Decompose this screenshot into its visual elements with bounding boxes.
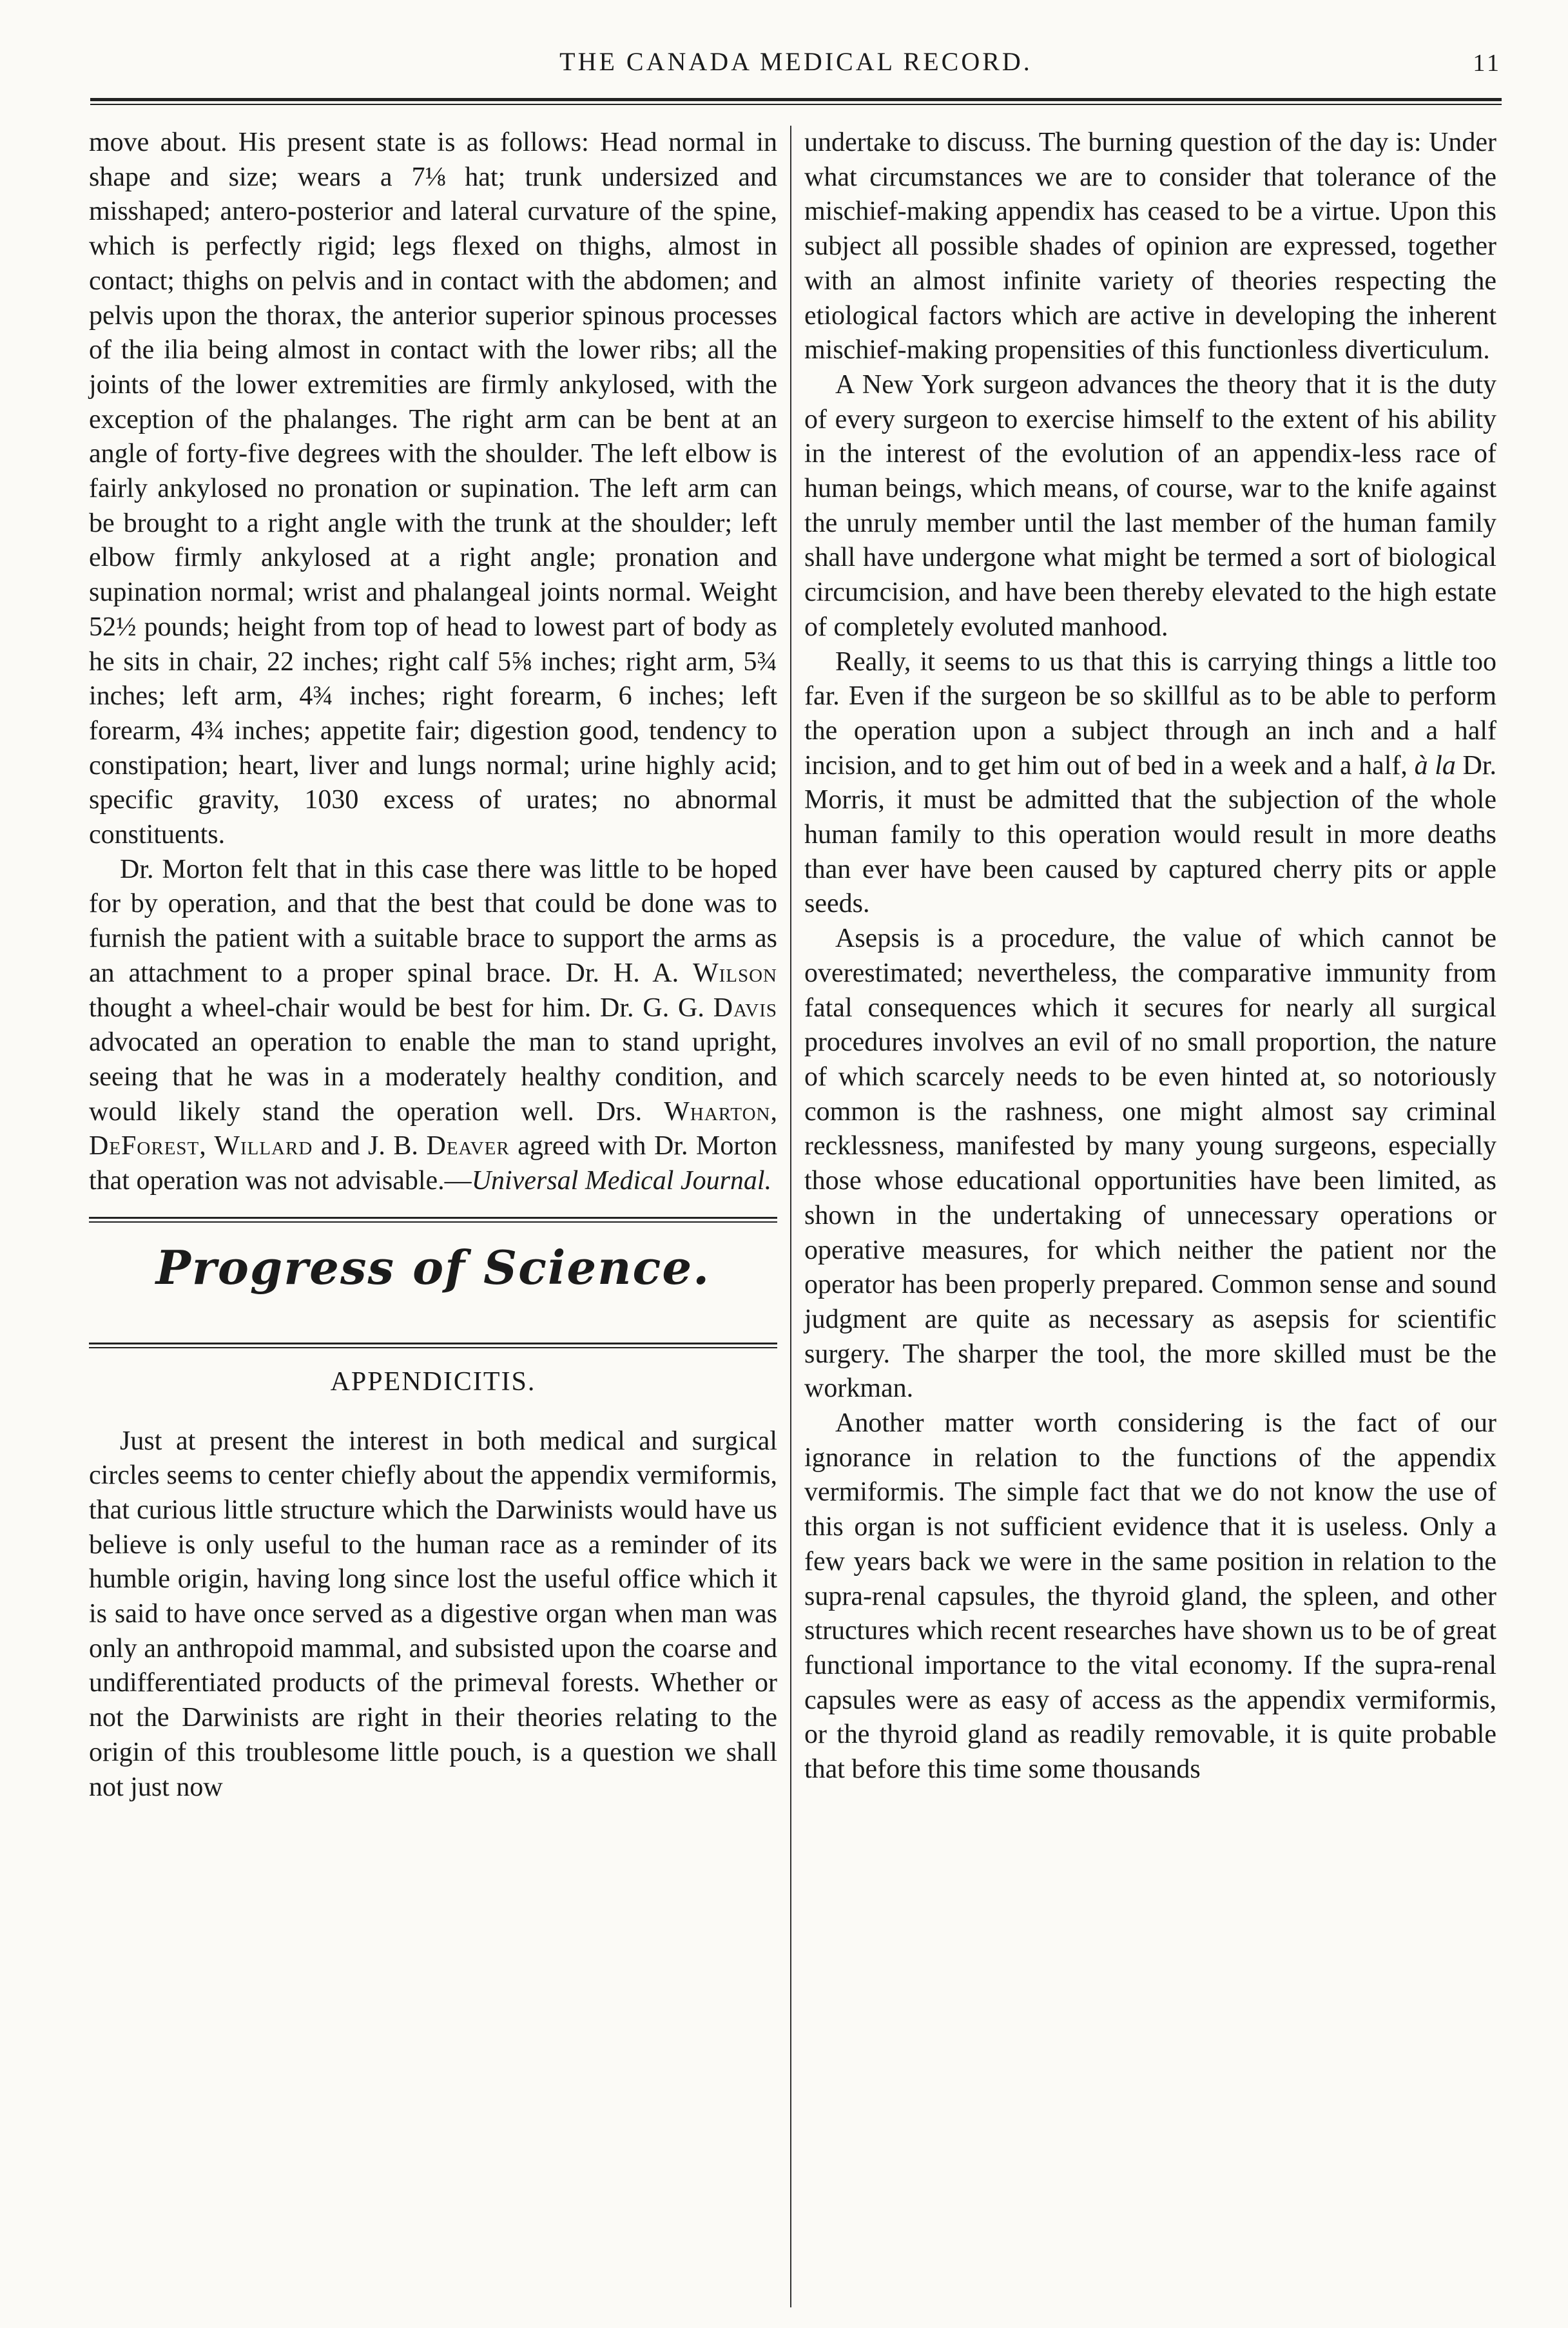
page-number: 11 [1473,50,1502,77]
case-description-paragraph: move about. His present state is as follows: Head normal in shape and size; wears a 7⅛ hat; trunk undersized and misshaped; antero-posterior and lateral curvature of the spine, which is perfectly rigid; legs flexed on thighs, almost in contact; thighs on pelvis and in contact with the abdomen; and pelvis upon the thorax, the anterior superior spinous processes of the ilia being almost in contact with the lower ribs; all the joints of the lower extremities are firmly ankylosed, with the exception of the phalanges. The right arm can be bent at an angle of forty-five degrees with the shoulder. The left elbow is fairly ankylosed no pronation or supination. The left arm can be brought to a right angle with the trunk at the shoulder; left elbow firmly ankylosed at a right angle; pronation and supination normal; wrist and phalangeal joints normal. Weight 52½ pounds; height from top of head to lowest part of body as he sits in chair, 22 inches; right calf 5⅝ inches; right arm, 5¾ inches; left arm, 4¾ inches; right forearm, 6 inches; left forearm, 4¾ inches; appetite fair; digestion good, tendency to constipation; heart, liver and lungs normal; urine highly acid; specific gravity, 1030 excess of urates; no abnormal constituents. [89,128,777,850]
paragraph-too-far: Really, it seems to us that this is carrying things a little too far. Even if the surgeon be so skillful as to be able to perform the operation upon a subject through an inch and a half incision, and to get him out of bed in a week and a half, à la Dr. Morris, it must be admitted that the subjection of the whole human family to this operation would result in more deaths than ever have been caused by captured cherry pits or apple seeds. [804,646,1497,919]
name-deaver: Deaver [426,1131,510,1161]
name-deforest: DeForest [89,1131,200,1161]
column-divider [790,126,791,2307]
appendix-intro-paragraph: Just at present the interest in both medical and surgical circles seems to center chiefly about the appendix vermiformis, that curious little structure which the Darwinists would have us believe is only useful to the human race as a reminder of its humble origin, having long since lost the useful office which it is said to have once served as a digestive organ when man was only an anthropoid mammal, and subsisted upon the coarse and undifferentiated products of the primeval forests. Whether or not the Darwinists are right in their theories relating to the origin of this troublesome little pouch, is a question we shall not just now [89,1426,777,1802]
name-wharton: Wharton [664,1096,771,1127]
paragraph-ignorance: Another matter worth considering is the fact of our ignorance in relation to the functions of the appendix vermiformis. The simple fact that we do not know the use of this organ is not sufficient evidence that it is useless. Only a few years back we were in the same position in relation to the supra-renal capsules, the thyroid gland, the spleen, and other structures which recent researches have shown us to be of great functional importance to the vital economy. If the supra-renal capsules were as easy of access as the appendix vermiformis, or the thyroid gland as readily removable, it is quite probable that before this time some thousands [804,1408,1496,1785]
paragraph-asepsis: Asepsis is a procedure, the value of which cannot be overestimated; nevertheless, the comparative immunity from fatal consequences which it secures for nearly all surgical procedures involves an evil of no small proportion, the nature of which scarcely needs to be even hinted at, so notoriously common is the rashness, one might almost say criminal recklessness, manifested by many young surgeons, especially those whose educational opportunities have been limited, as shown in the undertaking of unnecessary operations or operative measures, for which neither the patient nor the operator has been properly prepared. Common sense and sound judgment are quite as necessary as asepsis for scientific surgery. The sharper the tool, the more skilled must be the workman. [804,924,1496,1404]
a-la-phrase: à la [1414,750,1456,781]
section-rule-bottom [89,1343,777,1348]
right-column [804,126,1496,1787]
name-wilson: Wilson [692,958,777,988]
page-header [90,45,1502,85]
header-rule [90,98,1502,105]
name-davis: Davis [713,993,777,1023]
paragraph-discussion: undertake to discuss. The burning question of the day is: Under what circumstances we are to consider that tolerance of the mischief-making appendix has ceased to be a virtue. Upon this subject all possible shades of opinion are expressed, together with an almost infinite variety of theories respecting the etiological factors which are active in developing the inherent mischief-making propensities of this functionless diverticulum. [804,128,1496,365]
section-heading: Progress of Science. [155,1239,711,1295]
section-rule-top [89,1217,777,1223]
paragraph-new-york-surgeon: A New York surgeon advances the theory that it is the duty of every surgeon to exercise himself to the extent of his ability in the interest of the evolution of an appendix-less race of human beings, which means, of course, war to the knife against the unruly member until the last member of the human family shall have undergone what might be termed a sort of biological circumcision, and have been thereby elevated to the high estate of completely evoluted manhood. [804,369,1496,642]
morton-paragraph: Dr. Morton felt that in this case there was little to be hoped for by operation, and that the best that could be done was to furnish the patient with a suitable brace to support the arms as an attachment to a proper spinal brace. Dr. H. A. Wilson thought a wheel-chair would be best for him. Dr. G. G. Davis advocated an operation to enable the man to stand upright, seeing that he was in a moderately healthy condition, and would likely stand the operation well. Drs. Wharton, DeForest, Willard and J. B. Deaver agreed with Dr. Morton that operation was not advisable.—Universal Medical Journal. [89,854,778,1196]
source-citation: Universal Medical Journal. [471,1166,772,1196]
name-willard: Willard [214,1131,313,1161]
left-column [89,126,777,1805]
article-title: APPENDICITIS. [330,1366,536,1397]
section-break [89,1210,777,1352]
running-title: THE CANADA MEDICAL RECORD. [559,47,1032,76]
